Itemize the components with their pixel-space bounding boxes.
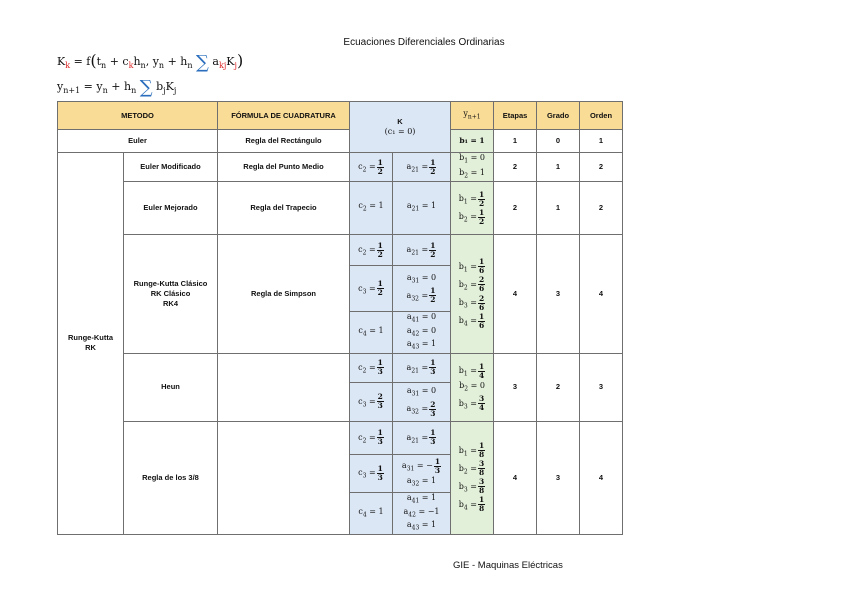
method-rk4: Runge-Kutta Clásico RK Clásico RK4 [124,235,218,354]
header-k: K (c₁ = 0) [350,102,451,153]
header-metodo: METODO [58,102,218,130]
header-orden: Orden [580,102,623,130]
update-formula: $y_{n+1} = y_n + h_n$ ∑ $b_jK_j$ [57,77,177,98]
method-euler-mejorado: Euler Mejorado [124,182,218,235]
sum-symbol-icon: ∑ [196,52,209,73]
header-formula: FÓRMULA DE CUADRATURA [218,102,350,130]
header-etapas: Etapas [494,102,537,130]
stage-formula: $K_k = f(t_n + c_kh_n$, $y_n + h_n$ ∑ $a_{kj}K_j$) [57,51,244,73]
formula-euler: Regla del Rectángulo [218,130,350,153]
b-euler: b₁ = 1 [451,130,494,153]
formula-simpson: Regla de Simpson [218,235,350,354]
sum-symbol-icon: ∑ [139,77,153,98]
method-euler: Euler [58,130,218,153]
formula-regla-3-8 [218,421,350,534]
method-heun: Heun [124,353,218,421]
formula-heun [218,353,350,421]
formula-trapecio: Regla del Trapecio [218,182,350,235]
footer-text: GIE - Maquinas Eléctricas [453,560,563,571]
method-regla-3-8: Regla de los 3/8 [124,421,218,534]
document-title: Ecuaciones Diferenciales Ordinarias [343,37,505,48]
header-y: $y_{n+1}$ [451,102,494,130]
formula-punto-medio: Regla del Punto Medio [218,153,350,182]
header-grado: Grado [537,102,580,130]
method-group-runge-kutta: Runge-Kutta RK [58,153,124,535]
runge-kutta-table: METODO FÓRMULA DE CUADRATURA K (c₁ = 0) $y_{n+1}$ Etapas Grado Orden Euler Regla del Rectángulo b₁ = 1 1 0 1 Runge-Kutta RK Euler Modificado Regla del Punto Medio $c_2$ = $\frac{1}{2}$ $a_{21}$ = $\frac{1}{2}$ $b_1 = 0$ $b_2 = 1$ 2 1 2 Euler Mejorado Regla del Trapecio $c_2 = 1$ $a_{21} = 1$ $b_1$ = $\frac{1}{2}$ $b_2$ = $\frac{1}{2}$ 2 1 2 Runge-Kutta Clásico RK Clásico RK4 Regla de Simpson $c_2$ = $\frac{1}{2}$ $a_{21}$ = $\frac{1}{2}$ $b_1$ = $\frac{1}{6}$ $b_2$ = $\frac{2}{6}$ $b_3$ = $\frac{2}{6}$ $b_4$ = $\frac{1}{6}$ 4 3 4 $c_3$ = $\frac{1}{2}$ $a_{31} = 0$ $a_{32}$ = $\frac{1}{2}$ $c_4 = 1$ $a_{41} = 0$ $a_{42} = 0$ $a_{43} = 1$ Heun $c_2$ = $\frac{1}{3}$ $a_{21}$ = $\frac{1}{3}$ $b_1$ = $\frac{1}{4}$ $b_2 = 0$ $b_3$ = $\frac{3}{4}$ 3 2 3 $c_3$ = $\frac{2}{3}$ $a_{31} = 0$ $a_{32}$ = $\frac{2}{3}$ Regla de los 3/8 $c_2$ = $\frac{1}{3}$ $a_{21}$ = $\frac{1}{3}$ $b_1$ = $\frac{1}{8}$ $b_2$ = $\frac{3}{8}$ $b_3$ = $\frac{3}{8}$ $b_4$ = $\frac{1}{8}$ 4 3 4 $c_3$ = $\frac{1}{3}$ $a_{31}$ = − $\frac{1}{3}$ $a_{32} = 1$ $c_4 = 1$ $a_{41} = 1$ $a_{42} = -1$ $a_{43} = 1$ [57,101,623,535]
method-euler-modificado: Euler Modificado [124,153,218,182]
